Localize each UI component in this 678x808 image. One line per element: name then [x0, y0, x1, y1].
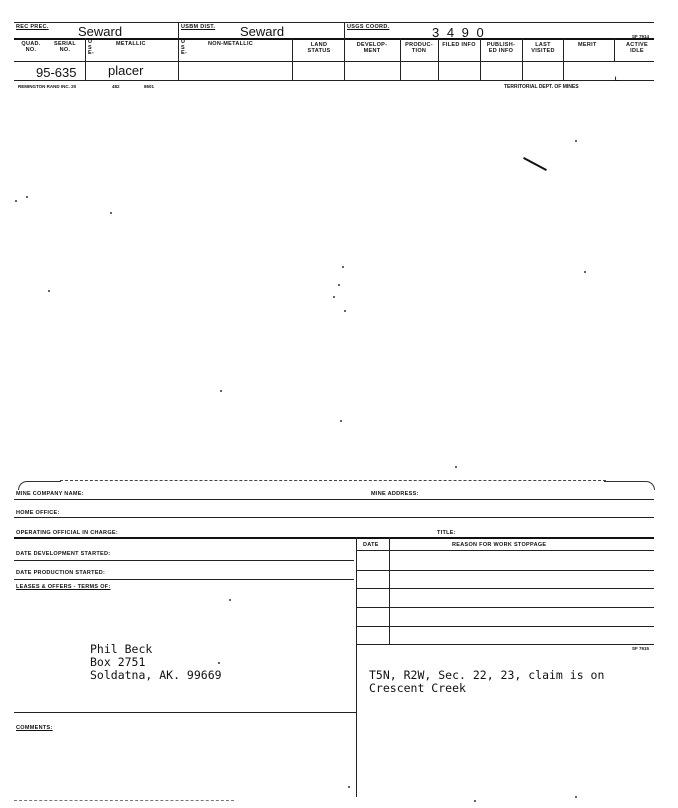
rule: [356, 607, 654, 608]
merit-label: MERIT: [578, 42, 597, 48]
rec-prec-value: Seward: [78, 24, 123, 39]
home-office-label: HOME OFFICE:: [16, 510, 60, 516]
date-column-label: DATE: [363, 542, 379, 548]
divider: [292, 38, 293, 80]
rule: [356, 570, 654, 571]
card-corner-left: [18, 481, 61, 490]
date-production-label: DATE PRODUCTION STARTED:: [16, 570, 106, 576]
quad-serial-value: 95-635: [36, 65, 77, 80]
speck: [575, 140, 577, 142]
form-number-bottom: SF 7915: [632, 646, 650, 651]
rec-prec-label: REC PREC.: [16, 24, 49, 30]
speck: [110, 212, 112, 214]
non-metallic-label: NON-METALLIC: [208, 41, 254, 47]
speck: [348, 786, 350, 788]
speck: [575, 796, 577, 798]
rule: [356, 588, 654, 589]
top-rule: [14, 22, 654, 23]
speck: [584, 271, 586, 273]
rule: [356, 626, 654, 627]
divider: [614, 38, 615, 62]
card-edge: [60, 480, 606, 481]
metallic-value: placer: [108, 63, 144, 78]
card-corner-right: [604, 481, 655, 490]
active-idle-label: ACTIVE IDLE: [626, 42, 648, 54]
divider: [356, 537, 357, 797]
mine-company-name-label: MINE COMPANY NAME:: [16, 491, 84, 497]
divider: [522, 38, 523, 80]
speck: [218, 662, 220, 664]
divider: [563, 38, 564, 80]
speck: [340, 420, 342, 422]
owner-box: Box 2751: [90, 655, 146, 669]
owner-name: Phil Beck: [90, 642, 153, 656]
card-bottom-edge: [14, 800, 234, 801]
location-note-line2: Crescent Creek: [369, 681, 466, 695]
printer-code-2: 8601: [144, 84, 155, 89]
serial-no-label: SERIAL NO.: [54, 41, 76, 53]
rule: [356, 550, 654, 551]
rule: [14, 579, 354, 580]
production-label: PRODUC- TION: [405, 42, 433, 54]
printer-code-1: 482: [112, 84, 120, 89]
speck: [344, 310, 346, 312]
divider: [85, 38, 86, 80]
speck: [338, 284, 340, 286]
rule: [14, 499, 654, 500]
owner-city: Soldatna, AK. 99669: [90, 668, 222, 682]
date-development-label: DATE DEVELOPMENT STARTED:: [16, 551, 111, 557]
leases-offers-label: LEASES & OFFERS - TERMS OF:: [16, 584, 111, 590]
active-checkmark: ⌞: [614, 68, 621, 83]
rule: [14, 560, 354, 561]
land-status-label: LAND STATUS: [307, 42, 331, 54]
rule: [356, 644, 654, 645]
comments-label: COMMENTS:: [16, 725, 53, 731]
speck: [455, 466, 457, 468]
speck: [342, 266, 344, 268]
printer-mark: REMINGTON RAND INC. 20: [18, 84, 77, 89]
published-info-label: PUBLISH- ED INFO: [486, 42, 516, 54]
last-visited-label: LAST VISITED: [531, 42, 555, 54]
speck: [48, 290, 50, 292]
speck: [333, 296, 335, 298]
form-number-top: SF 7914: [632, 34, 650, 39]
title-label: TITLE:: [437, 530, 456, 536]
metallic-usx-marks: U S E-: [88, 39, 95, 56]
value-rule: [14, 61, 654, 62]
rule: [14, 712, 356, 713]
divider: [438, 38, 439, 80]
divider: [344, 22, 345, 80]
pen-stroke: [523, 157, 547, 171]
usgs-coord-label: USGS COORD.: [347, 24, 390, 30]
usbm-dist-label: USBM DIST.: [181, 24, 216, 30]
divider: [389, 537, 390, 644]
speck: [220, 390, 222, 392]
reason-column-label: REASON FOR WORK STOPPAGE: [452, 542, 547, 548]
quad-no-label: QUAD. NO.: [21, 41, 41, 53]
mine-address-label: MINE ADDRESS:: [371, 491, 419, 497]
speck: [26, 196, 28, 198]
divider: [480, 38, 481, 80]
card-bottom-rule: [14, 80, 654, 81]
metallic-label: METALLIC: [116, 41, 146, 47]
nonmetallic-usx-marks: U S E-: [181, 39, 188, 56]
divider: [400, 38, 401, 80]
usbm-dist-value: Seward: [240, 24, 285, 39]
territorial-dept-mark: TERRITORIAL DEPT. OF MINES: [504, 84, 579, 90]
operating-official-label: OPERATING OFFICIAL IN CHARGE:: [16, 530, 118, 536]
rule: [14, 517, 654, 518]
divider: [178, 22, 179, 80]
rule: [14, 537, 654, 539]
usgs-coord-value: 3 4 9 0: [432, 25, 486, 40]
filed-info-label: FILED INFO: [442, 42, 476, 48]
speck: [474, 800, 476, 802]
speck: [15, 200, 17, 202]
development-label: DEVELOP- MENT: [356, 42, 388, 54]
location-note-line1: T5N, R2W, Sec. 22, 23, claim is on: [369, 668, 605, 682]
speck: [229, 599, 231, 601]
